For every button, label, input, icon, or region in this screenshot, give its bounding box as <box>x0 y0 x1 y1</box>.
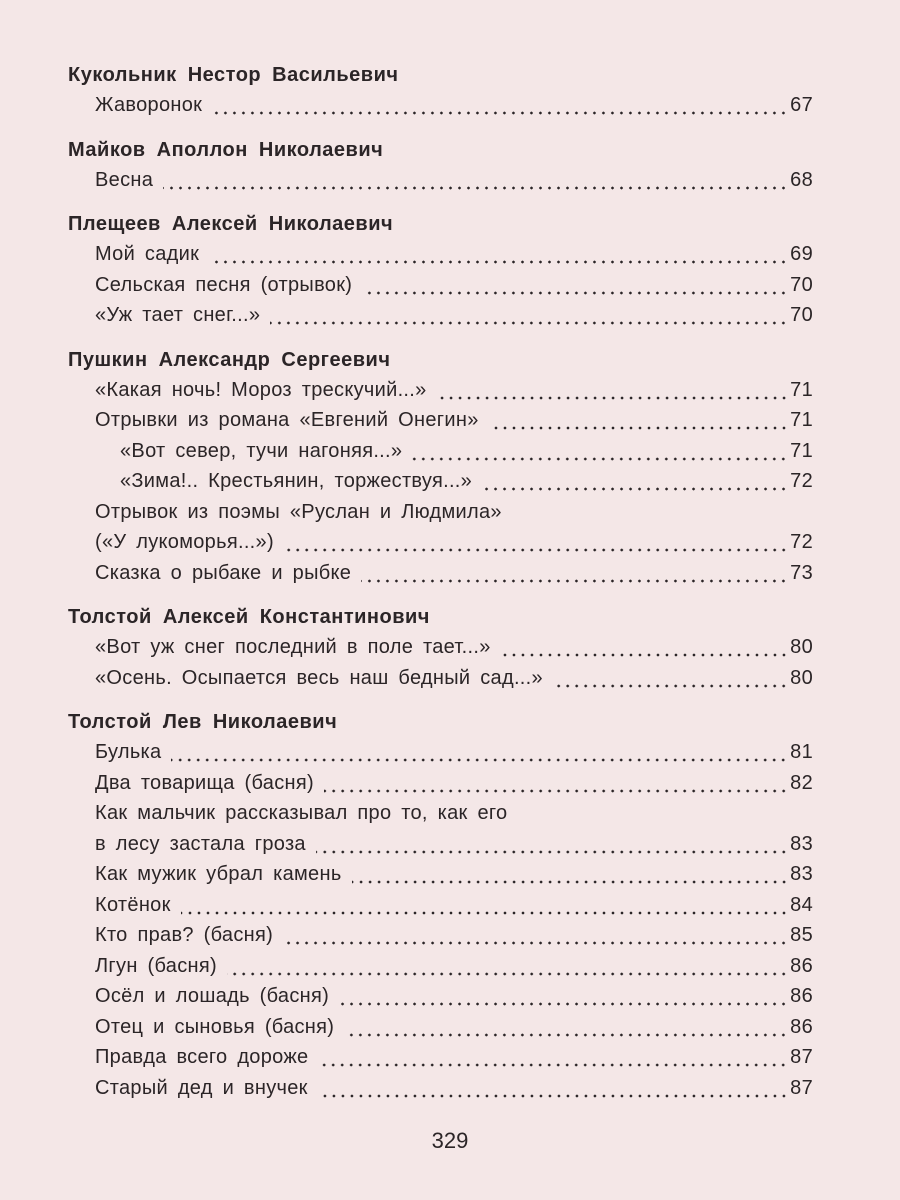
entry-page-number: 70 <box>790 304 813 326</box>
author-heading: Кукольник Нестор Васильевич <box>68 64 399 86</box>
dot-leader <box>227 972 788 976</box>
entry-title: в лесу застала гроза <box>95 832 306 855</box>
toc-entry <box>68 920 813 951</box>
entry-page-number: 86 <box>790 1015 813 1038</box>
toc-entry <box>68 239 813 270</box>
entry-title: Как мальчик рассказывал про то, как его <box>95 802 508 824</box>
toc-entry <box>68 951 813 982</box>
dot-leader <box>171 758 788 762</box>
toc-entry <box>68 405 813 436</box>
author-heading: Пушкин Александр Сергеевич <box>68 348 391 371</box>
entry-title: Лгун (басня) <box>95 954 217 977</box>
toc-entry <box>68 497 813 528</box>
entry-title: Мой садик <box>95 243 200 265</box>
entry-page-number: 81 <box>790 741 813 763</box>
dot-leader <box>412 457 788 461</box>
toc-entry <box>68 90 813 121</box>
entry-title: «Зима!.. Крестьянин, торжествуя...» <box>120 470 473 492</box>
page-number: 329 <box>431 1128 469 1153</box>
dot-leader <box>324 789 788 793</box>
entry-page-number: 85 <box>790 924 813 946</box>
dot-leader <box>501 653 788 657</box>
entry-title: «Вот север, тучи нагоняя...» <box>120 439 403 462</box>
toc-entry <box>68 737 813 768</box>
entry-page-number: 67 <box>790 94 813 116</box>
dot-leader <box>316 850 788 854</box>
entry-title: «Уж тает снег...» <box>95 304 261 326</box>
entry-title: («У лукоморья...») <box>95 531 274 553</box>
entry-page-number: 71 <box>790 409 813 431</box>
dot-leader <box>344 1033 788 1037</box>
entry-title: Котёнок <box>95 893 171 916</box>
toc-entry <box>68 632 813 663</box>
dot-leader <box>339 1002 788 1006</box>
toc-entry <box>68 768 813 799</box>
entry-page-number: 84 <box>790 893 813 916</box>
entry-page-number: 83 <box>790 863 813 885</box>
entry-page-number: 87 <box>790 1076 813 1099</box>
table-of-contents <box>68 60 813 1103</box>
dot-leader <box>437 396 789 400</box>
entry-title: Булька <box>95 741 162 763</box>
entry-page-number: 72 <box>790 531 813 553</box>
entry-page-number: 83 <box>790 832 813 855</box>
entry-title: «Вот уж снег последний в поле тает...» <box>95 636 491 658</box>
toc-entry <box>68 663 813 694</box>
entry-title: Жаворонок <box>95 94 203 116</box>
dot-leader <box>209 260 788 264</box>
toc-entry <box>68 890 813 921</box>
toc-entry <box>68 270 813 301</box>
dot-leader <box>318 1094 788 1098</box>
dot-leader <box>352 880 789 884</box>
entry-page-number: 82 <box>790 771 813 794</box>
dot-leader <box>553 684 788 688</box>
dot-leader <box>362 291 788 295</box>
dot-leader <box>361 579 788 583</box>
dot-leader <box>270 321 788 325</box>
entry-title: Два товарища (басня) <box>95 771 314 794</box>
author-heading: Толстой Лев Николаевич <box>68 711 338 733</box>
entry-title: Старый дед и внучек <box>95 1076 308 1099</box>
entry-title: Отрывок из поэмы «Руслан и Людмила» <box>95 500 502 523</box>
toc-entry <box>68 829 813 860</box>
entry-title: Сельская песня (отрывок) <box>95 273 353 296</box>
toc-entry <box>68 859 813 890</box>
entry-page-number: 72 <box>790 470 813 492</box>
toc-entry <box>68 300 813 331</box>
entry-title: Кто прав? (басня) <box>95 924 274 946</box>
dot-leader <box>181 911 789 915</box>
entry-page-number: 80 <box>790 636 813 658</box>
entry-title: Правда всего дороже <box>95 1046 309 1068</box>
entry-title: Осёл и лошадь (басня) <box>95 985 330 1007</box>
entry-page-number: 73 <box>790 561 813 584</box>
toc-entry <box>68 527 813 558</box>
entry-title: «Осень. Осыпается весь наш бедный сад...» <box>95 666 543 689</box>
entry-page-number: 69 <box>790 243 813 265</box>
dot-leader <box>163 186 788 190</box>
dot-leader <box>284 548 788 552</box>
entry-title: Как мужик убрал камень <box>95 863 342 885</box>
author-heading: Майков Аполлон Николаевич <box>68 138 384 161</box>
dot-leader <box>283 941 788 945</box>
dot-leader <box>212 111 788 115</box>
toc-entry <box>68 466 813 497</box>
toc-entry <box>68 558 813 589</box>
entry-page-number: 71 <box>790 378 813 401</box>
entry-title: Отрывки из романа «Евгений Онегин» <box>95 409 479 431</box>
dot-leader <box>482 487 788 491</box>
author-heading: Плещеев Алексей Николаевич <box>68 213 394 235</box>
entry-page-number: 86 <box>790 954 813 977</box>
entry-page-number: 70 <box>790 273 813 296</box>
entry-page-number: 71 <box>790 439 813 462</box>
dot-leader <box>489 426 789 430</box>
entry-page-number: 68 <box>790 168 813 191</box>
entry-title: Сказка о рыбаке и рыбке <box>95 561 352 584</box>
dot-leader <box>318 1063 788 1067</box>
toc-entry <box>68 798 813 829</box>
toc-entry <box>68 1042 813 1073</box>
toc-entry <box>68 165 813 196</box>
entry-page-number: 87 <box>790 1046 813 1068</box>
toc-entry <box>68 375 813 406</box>
toc-entry <box>68 1073 813 1104</box>
toc-entry <box>68 436 813 467</box>
entry-title: «Какая ночь! Мороз трескучий...» <box>95 378 427 401</box>
author-heading: Толстой Алексей Константинович <box>68 606 430 628</box>
entry-page-number: 80 <box>790 666 813 689</box>
entry-title: Весна <box>95 168 154 191</box>
toc-entry <box>68 981 813 1012</box>
toc-entry <box>68 1012 813 1043</box>
entry-page-number: 86 <box>790 985 813 1007</box>
entry-title: Отец и сыновья (басня) <box>95 1015 335 1038</box>
